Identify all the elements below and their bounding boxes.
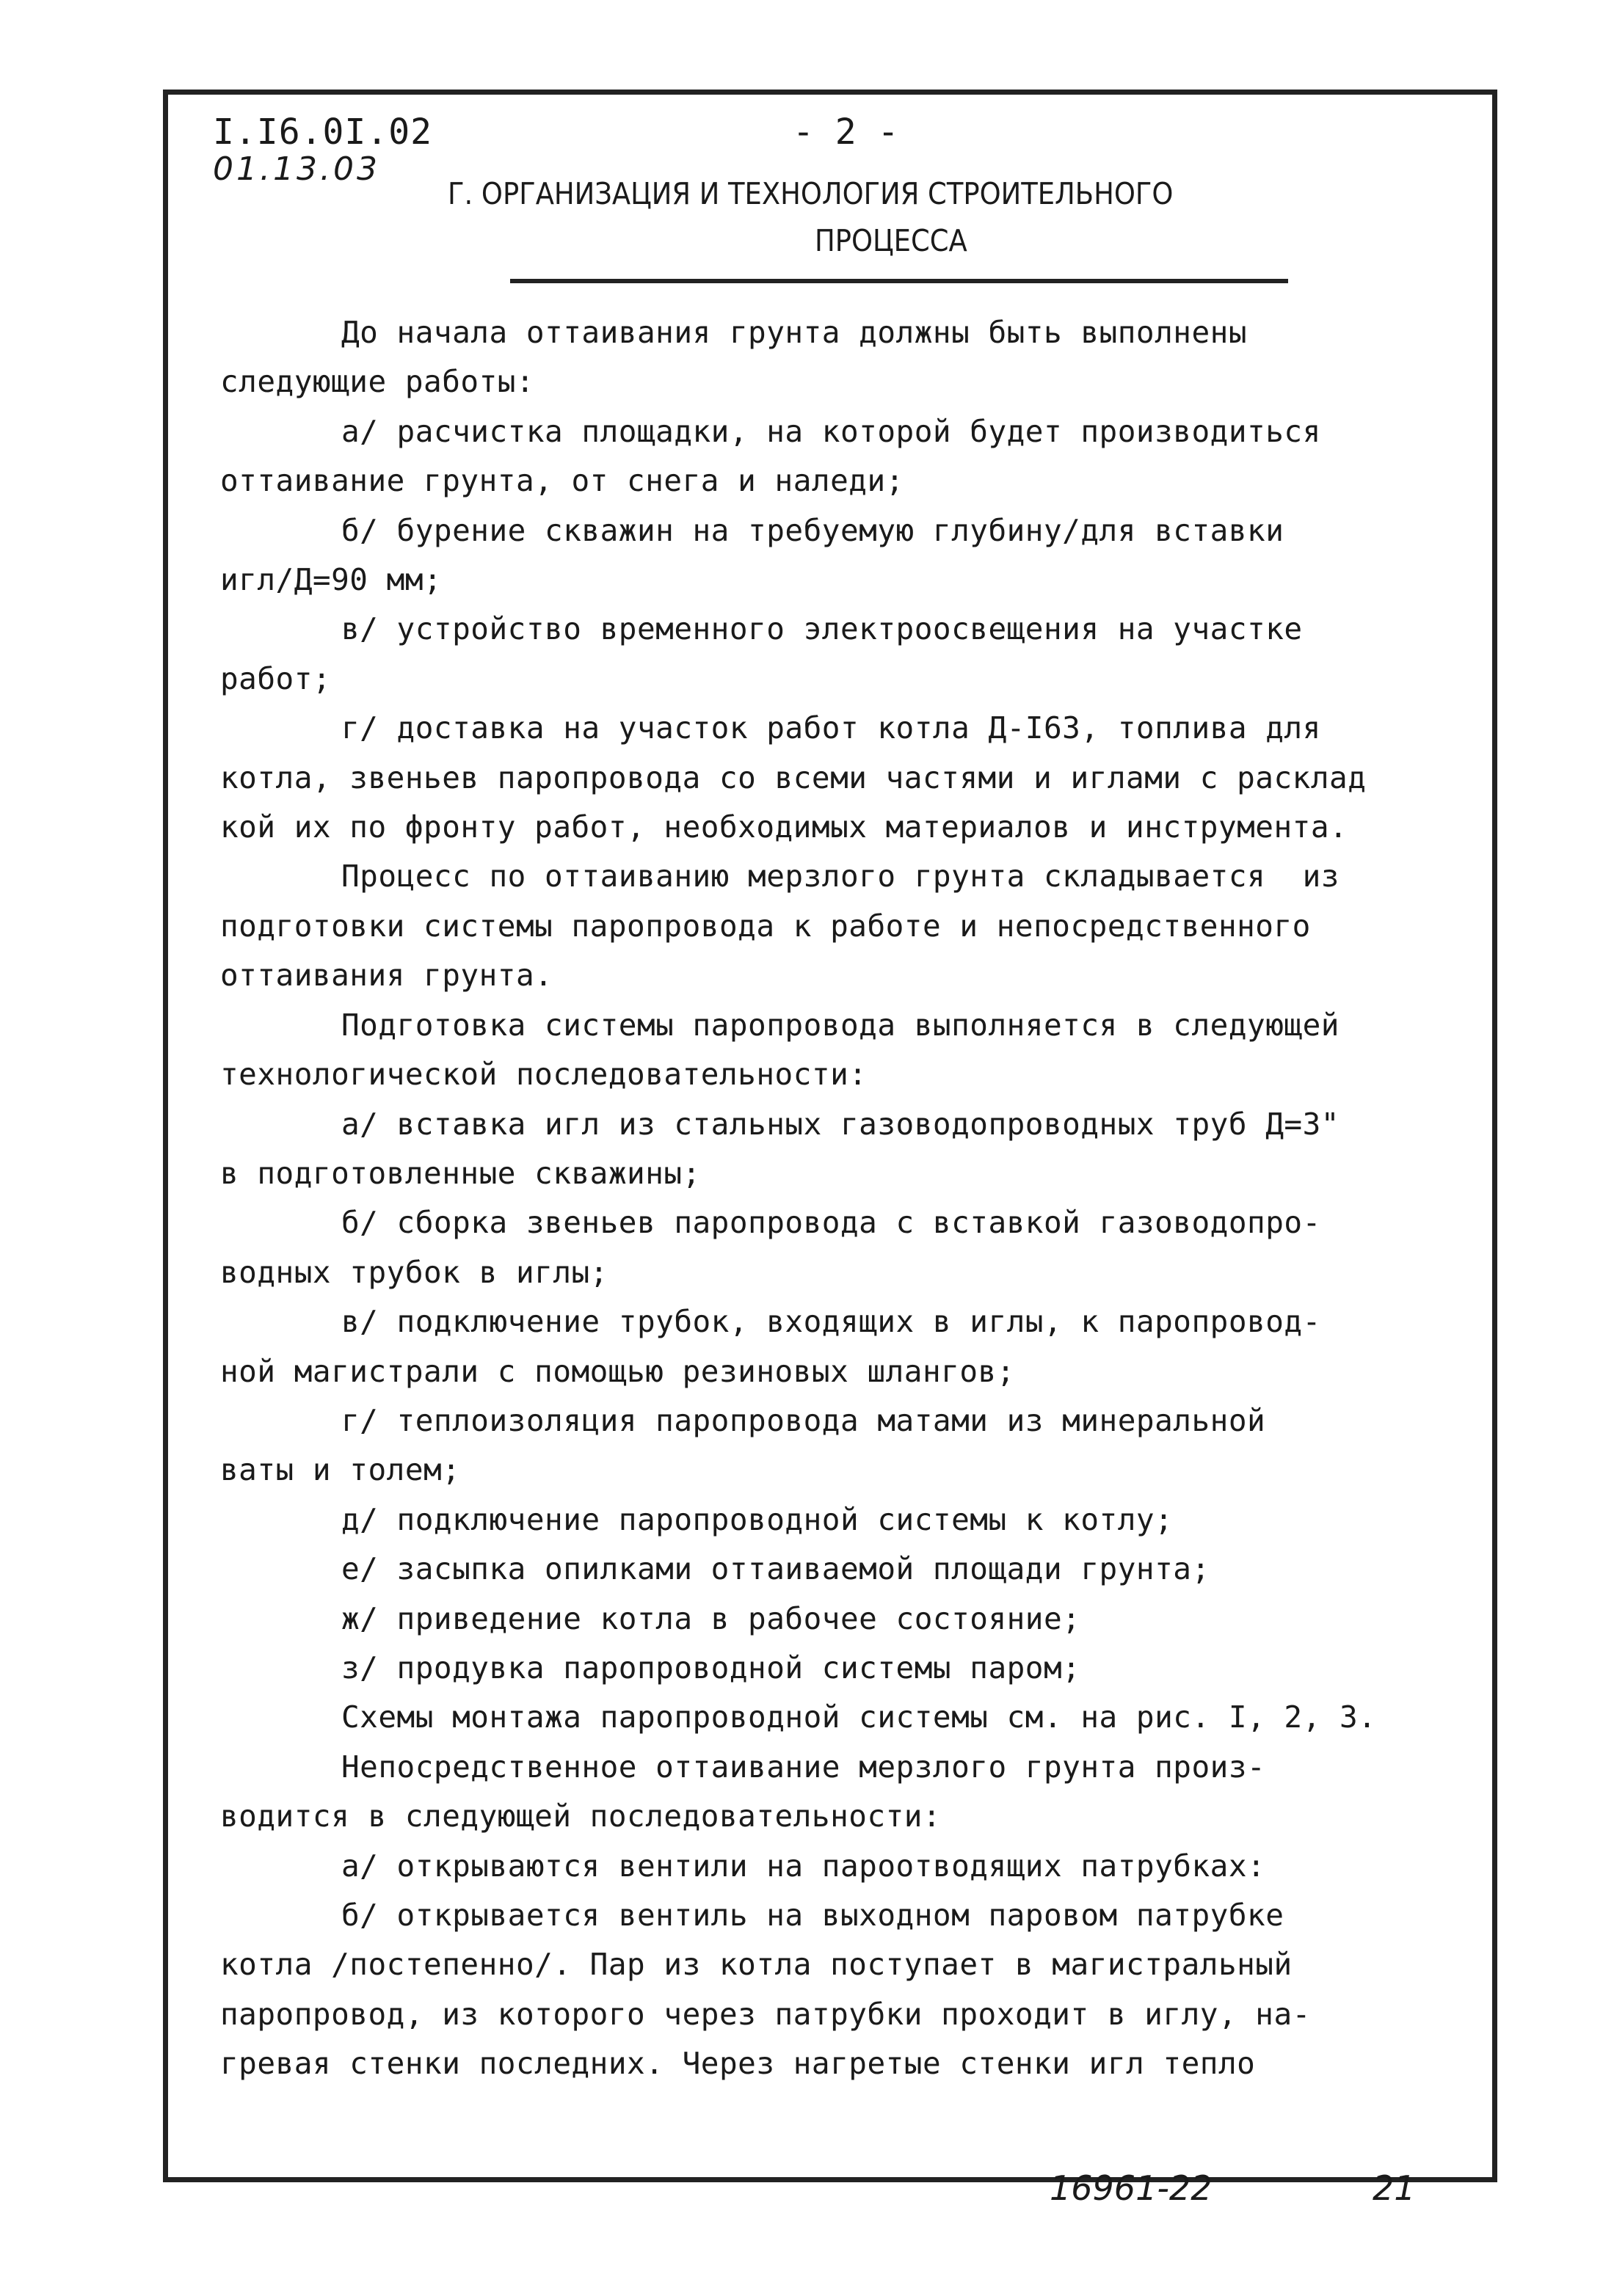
text-line: д/ подключение паропроводной системы к котлу; bbox=[341, 1501, 1174, 1537]
text-line: оттаивание грунта, от снега и наледи; bbox=[220, 463, 904, 499]
text-line: До начала оттаивания грунта должны быть выполнены bbox=[341, 315, 1248, 350]
text-line: котла /постепенно/. Пар из котла поступает в магистральный bbox=[220, 1947, 1293, 1983]
text-line: в/ устройство временного электроосвещения на участке bbox=[341, 611, 1303, 647]
text-line: а/ вставка игл из стальных газоводопроводных труб Д=3" bbox=[341, 1106, 1340, 1142]
text-line: Схемы монтажа паропроводной системы см. на рис. I, 2, 3. bbox=[341, 1699, 1377, 1735]
text-line: кой их по фронту работ, необходимых материалов и инструмента. bbox=[220, 809, 1348, 845]
text-line: Процесс по оттаиванию мерзлого грунта складывается из bbox=[341, 859, 1340, 894]
text-line: в/ подключение трубок, входящих в иглы, к паропровод- bbox=[341, 1304, 1321, 1340]
text-line: Подготовка системы паропровода выполняется в следующей bbox=[341, 1007, 1340, 1043]
footer-page: 21 bbox=[1373, 2168, 1416, 2208]
text-line: ной магистрали с помощью резиновых шлангов; bbox=[220, 1353, 1015, 1389]
text-line: следующие работы: bbox=[220, 364, 535, 400]
title-underline bbox=[510, 279, 1288, 283]
text-line: б/ открывается вентиль на выходном паровом патрубке bbox=[341, 1898, 1284, 1933]
text-line: г/ доставка на участок работ котла Д-I63, топлива для bbox=[341, 710, 1321, 746]
body-text bbox=[220, 308, 1483, 2089]
section-title-line1: Г. ОРГАНИЗАЦИЯ И ТЕХНОЛОГИЯ СТРОИТЕЛЬНОГО bbox=[448, 176, 1174, 211]
text-line: гревая стенки последних. Через нагретые стенки игл тепло bbox=[220, 2046, 1256, 2082]
text-line: б/ бурение скважин на требуемую глубину/для вставки bbox=[341, 512, 1284, 548]
text-line: ваты и толем; bbox=[220, 1452, 461, 1488]
text-line: е/ засыпка опилками оттаиваемой площади грунта; bbox=[341, 1551, 1210, 1587]
text-line: в подготовленные скважины; bbox=[220, 1155, 701, 1191]
text-line: котла, звеньев паропровода со всеми частями и иглами с расклад bbox=[220, 759, 1367, 795]
footer-number: 16961-22 bbox=[1050, 2168, 1213, 2208]
text-line: подготовки системы паропровода к работе и непосредственного bbox=[220, 908, 1311, 944]
text-line: паропровод, из которого через патрубки проходит в иглу, на- bbox=[220, 1996, 1311, 2032]
text-line: ж/ приведение котла в рабочее состояние; bbox=[341, 1600, 1081, 1636]
text-line: водных трубок в иглы; bbox=[220, 1254, 608, 1290]
text-line: оттаивания грунта. bbox=[220, 958, 553, 994]
text-line: з/ продувка паропроводной системы паром; bbox=[341, 1650, 1081, 1685]
page-marker: - 2 - bbox=[793, 112, 899, 153]
text-line: игл/Д=90 мм; bbox=[220, 562, 443, 598]
text-line: б/ сборка звеньев паропровода с вставкой газоводопро- bbox=[341, 1205, 1321, 1241]
document-code: I.I6.0I.02 bbox=[213, 112, 432, 153]
text-line: а/ расчистка площадки, на которой будет производиться bbox=[341, 413, 1321, 449]
handwritten-code: 01.13.03 bbox=[213, 150, 380, 188]
text-line: технологической последовательности: bbox=[220, 1057, 868, 1093]
section-title bbox=[448, 170, 1431, 264]
section-title-line2: ПРОЦЕССА bbox=[815, 223, 967, 258]
text-line: Непосредственное оттаивание мерзлого грунта произ- bbox=[341, 1749, 1266, 1785]
text-line: работ; bbox=[220, 660, 332, 696]
text-line: а/ открываются вентили на пароотводящих патрубках: bbox=[341, 1848, 1266, 1884]
text-line: г/ теплоизоляция паропровода матами из минеральной bbox=[341, 1402, 1266, 1438]
text-line: водится в следующей последовательности: bbox=[220, 1798, 942, 1834]
